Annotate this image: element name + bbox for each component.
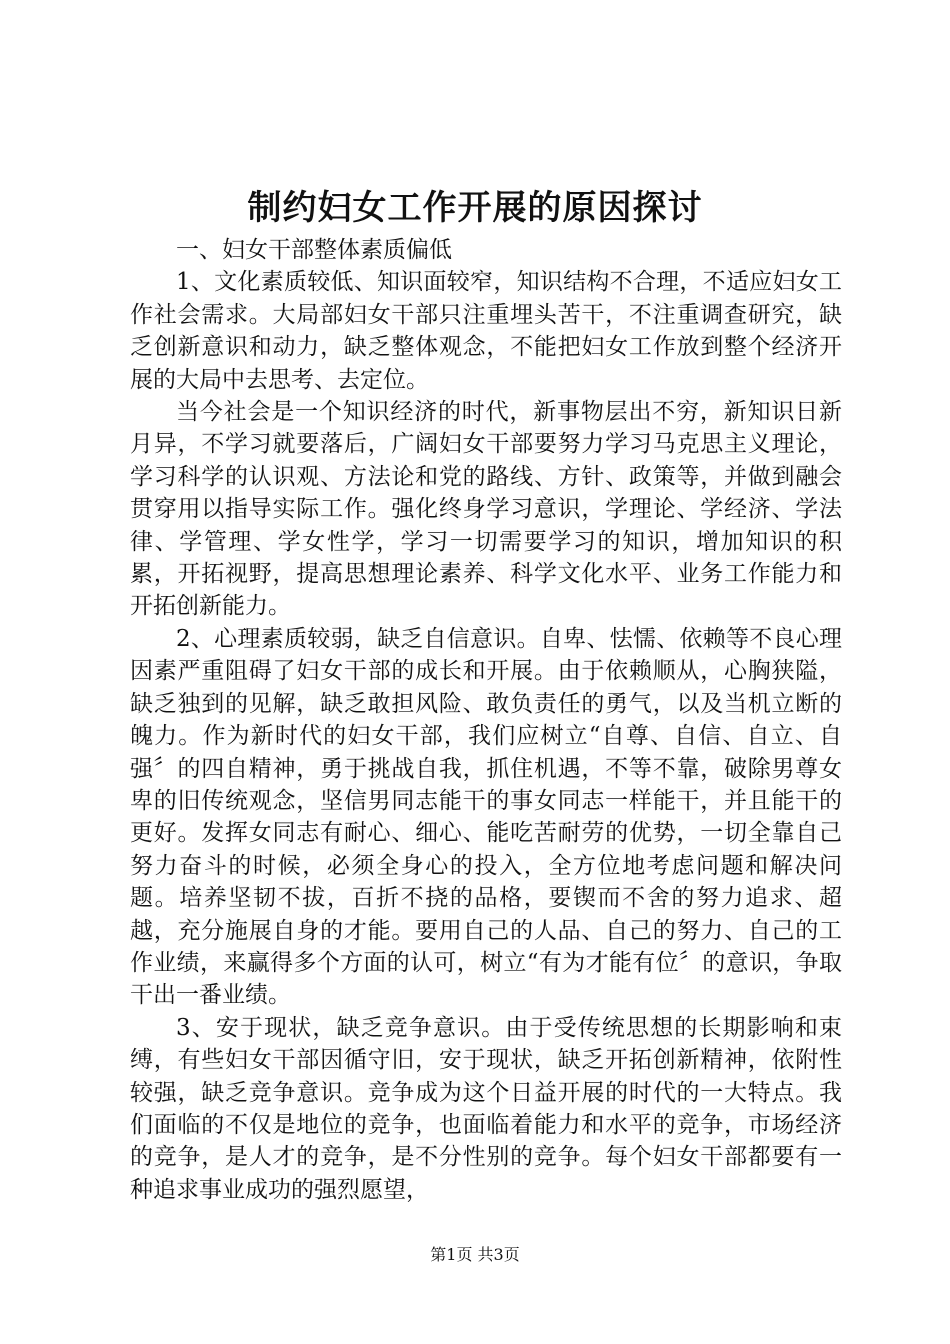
document-body — [130, 234, 842, 1206]
paragraph-1: 1、文化素质较低、知识面较窄，知识结构不合理，不适应妇女工作社会需求。大局部妇女干部只注重埋头苦干，不注重调查研究，缺乏创新意识和动力，缺乏整体观念，不能把妇女工作放到整个经济开展的大局中去思考、去定位。 — [130, 269, 842, 393]
section-heading: 一、妇女干部整体素质偏低 — [176, 237, 452, 263]
document-title: 制约妇女工作开展的原因探讨 — [247, 188, 703, 228]
paragraph-2: 当今社会是一个知识经济的时代，新事物层出不穷，新知识日新月异，不学习就要落后，广阔妇女干部要努力学习马克思主义理论，学习科学的认识观、方法论和党的路线、方针、政策等，并做到融会贯穿用以指导实际工作。强化终身学习意识，学理论、学经济、学法律、学管理、学女性学，学习一切需要学习的知识，增加知识的积累，开拓视野，提高思想理论素养、科学文化水平、业务工作能力和开拓创新能力。 — [130, 399, 842, 620]
paragraph-4: 3、安于现状，缺乏竞争意识。由于受传统思想的长期影响和束缚，有些妇女干部因循守旧，安于现状，缺乏开拓创新精神，依附性较强，缺乏竞争意识。竞争成为这个日益开展的时代的一大特点。我们面临的不仅是地位的竞争，也面临着能力和水平的竞争，市场经济的竞争，是人才的竞争，是不分性别的竞争。每个妇女干部都要有一种追求事业成功的强烈愿望， — [130, 1014, 842, 1203]
paragraph-3: 2、心理素质较弱，缺乏自信意识。自卑、怯懦、依赖等不良心理因素严重阻碍了妇女干部的成长和开展。由于依赖顺从，心胸狭隘，缺乏独到的见解，缺乏敢担风险、敢负责任的勇气，以及当机立断的魄力。作为新时代的妇女干部，我们应树立“自尊、自信、自立、自强〞的四自精神，勇于挑战自我，抓住机遇，不等不靠，破除男尊女卑的旧传统观念，坚信男同志能干的事女同志一样能干，并且能干的更好。发挥女同志有耐心、细心、能吃苦耐劳的优势，一切全靠自己努力奋斗的时候，必须全身心的投入，全方位地考虑问题和解决问题。培养坚韧不拔，百折不挠的品格，要锲而不舍的努力追求、超越，充分施展自身的才能。要用自己的人品、自己的努力、自己的工作业绩，来赢得多个方面的认可，树立“有为才能有位〞的意识，争取干出一番业绩。 — [130, 625, 842, 1009]
page-footer: 第1页 共3页 — [430, 1245, 520, 1264]
